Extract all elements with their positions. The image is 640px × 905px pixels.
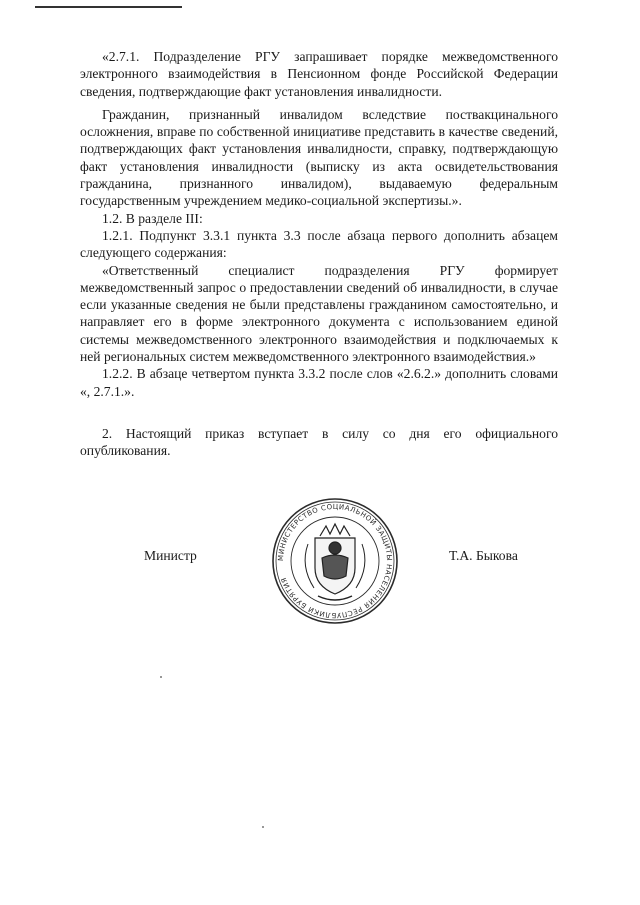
scan-speck — [160, 676, 162, 678]
paragraph-disability-citizen: Гражданин, признанный инвалидом вследствие поствакцинального осложнения, вправе по собственной инициативе представить в качестве сведений, подтверждающих факт установления инвалидности, справку, подтверждающую факт установления инвалидности (выписку из акта освидетельствования гражданина, признанного инвалидом), выдаваемую федеральным государственным учреждением медико-социальной экспертизы.». — [80, 106, 558, 209]
coat-of-arms-icon — [305, 524, 365, 600]
paragraph-2-7-1: «2.7.1. Подразделение РГУ запрашивает порядке межведомственного электронного взаимодействия в Пенсионном фонде Российской Федерации сведения, подтверждающие факт установления инвалидности. — [80, 49, 558, 99]
top-rule — [35, 6, 182, 8]
paragraph-section-3: 1.2. В разделе III: — [102, 210, 203, 226]
scan-speck — [262, 826, 264, 828]
official-seal — [270, 496, 400, 626]
seal-outer-text: МИНИСТЕРСТВО СОЦИАЛЬНОЙ ЗАЩИТЫ НАСЕЛЕНИЯ РЕСПУБЛИКИ БУРЯТИЯ — [276, 502, 394, 620]
paragraph-1-2-1: 1.2.1. Подпункт 3.3.1 пункта 3.3 после абзаца первого дополнить абзацем следующего содержания: — [80, 227, 558, 261]
paragraph-order-effective: 2. Настоящий приказ вступает в силу со дня его официального опубликования. — [80, 425, 558, 459]
signature-block — [0, 498, 640, 648]
signatory-name: Т.А. Быкова — [449, 548, 518, 563]
signatory-title: Министр — [144, 548, 197, 563]
document-body — [80, 48, 558, 460]
paragraph-1-2-2: 1.2.2. В абзаце четвертом пункта 3.3.2 после слов «2.6.2.» дополнить словами «, 2.7.1.». — [80, 366, 558, 399]
paragraph-responsible-specialist: «Ответственный специалист подразделения РГУ формирует межведомственный запрос о предоставлении сведений об инвалидности, в случае если указанные сведения не были представлены гражданином самостоятельно, и направляет его в форме электронного документа с использованием единой системы межведомственного электронного взаимодействия и подключаемых к ней региональных систем межведомственного электронного взаимодействия.» — [80, 262, 558, 365]
